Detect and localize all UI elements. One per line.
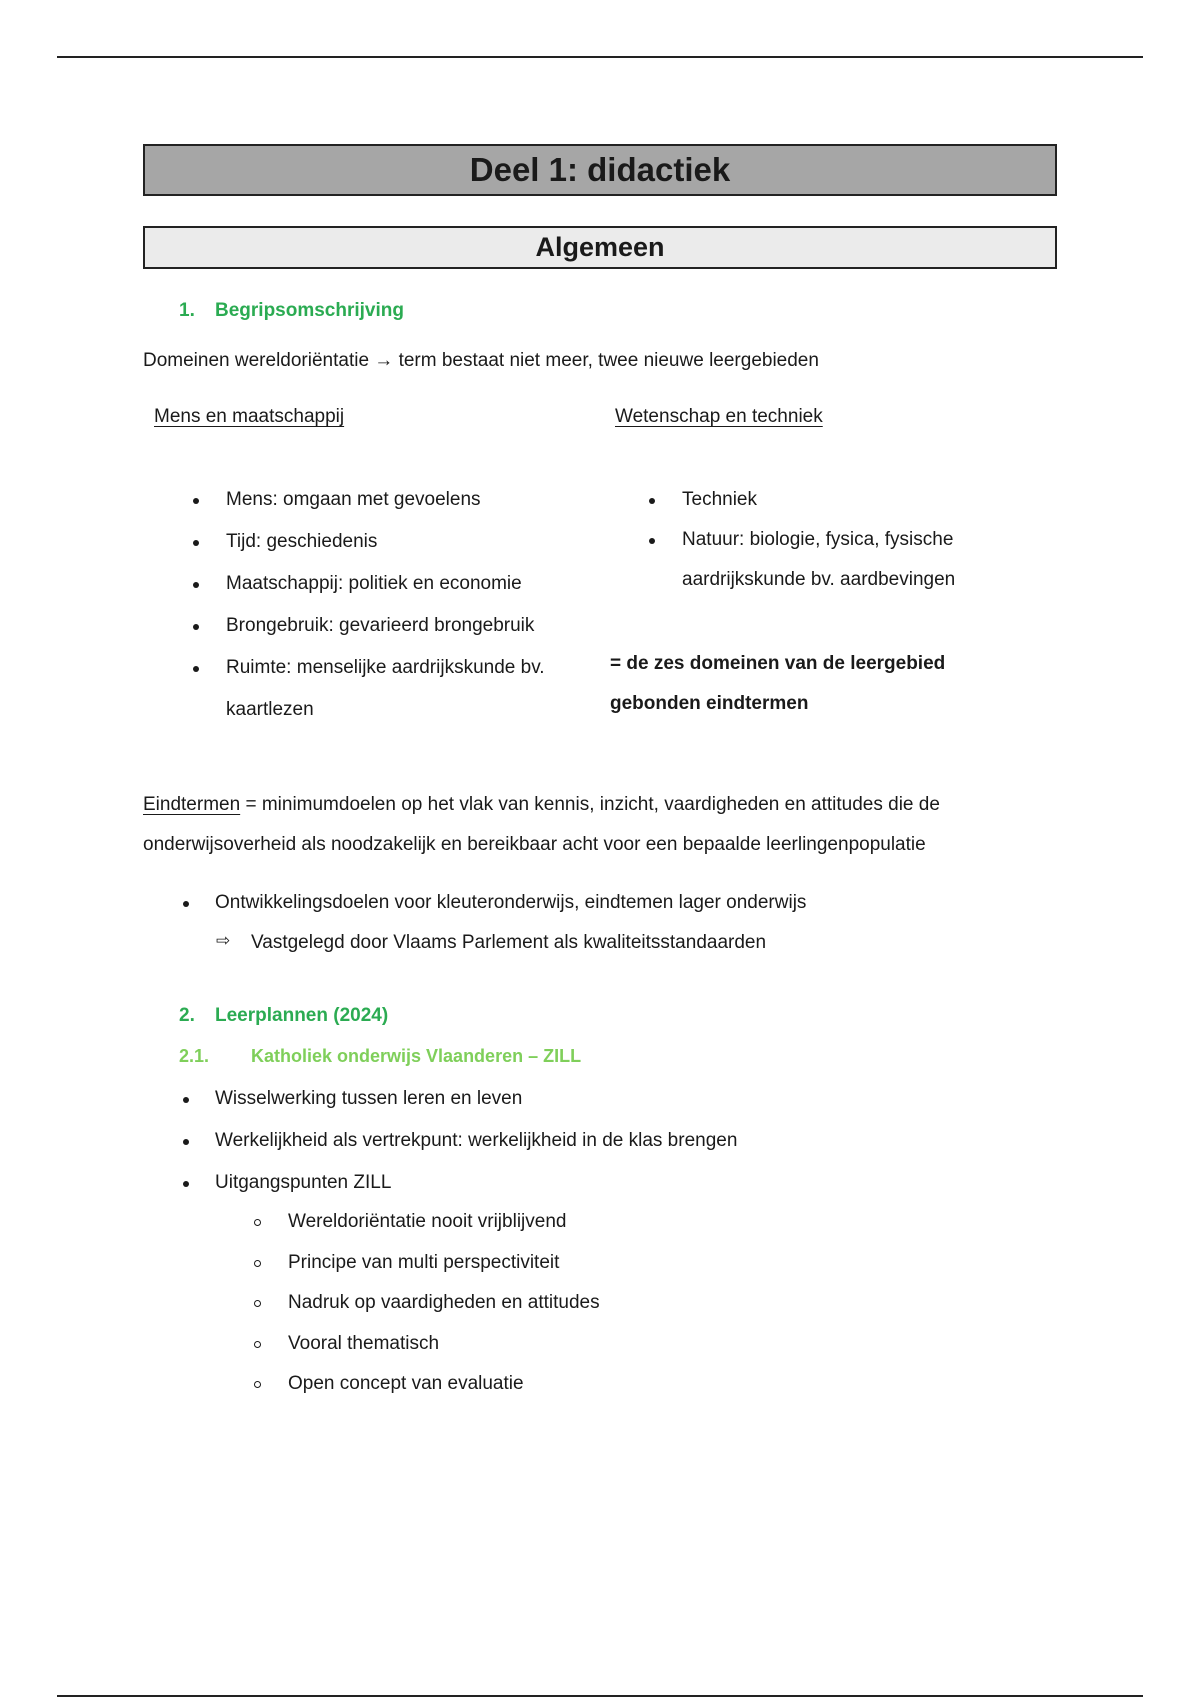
section-2-1-heading: Katholiek onderwijs Vlaanderen – ZILL (251, 1046, 582, 1066)
bottom-rule (57, 1695, 1143, 1697)
section-2-number: 2. (179, 1005, 195, 1026)
right-domain-list (682, 489, 955, 609)
eindtermen-definition-rest: = minimumdoelen op het vlak van kennis, inzicht, vaardigheden en attitudes die de (240, 794, 940, 815)
section-1-number: 1. (179, 300, 195, 321)
list-item: Nadruk op vaardigheden en attitudes (288, 1292, 600, 1333)
section-1-heading: Begripsomschrijving (215, 300, 404, 321)
zill-bullet-list (215, 1088, 737, 1214)
eindtermen-definition-line2: onderwijsoverheid als noodzakelijk en bereikbaar acht voor een bepaalde leerlingenpopulatie (143, 834, 926, 855)
domains-note-line2: gebonden eindtermen (610, 693, 809, 714)
section-2-heading: Leerplannen (2024) (215, 1005, 389, 1026)
section-banner: Algemeen (143, 226, 1057, 269)
list-item: Maatschappij: politiek en economie (226, 573, 545, 615)
list-item: kaartlezen (226, 699, 314, 720)
left-domain-list (226, 489, 545, 741)
page-title: Deel 1: didactiek (143, 144, 1057, 196)
top-rule (57, 56, 1143, 58)
list-item: Tijd: geschiedenis (226, 531, 545, 573)
list-item: Brongebruik: gevarieerd brongebruik (226, 615, 545, 657)
section-2-1-number: 2.1. (179, 1046, 210, 1066)
list-item: Uitgangspunten ZILL (215, 1172, 737, 1214)
list-item: Open concept van evaluatie (288, 1373, 600, 1414)
list-item: Techniek (682, 489, 955, 529)
bullet-dot (183, 901, 189, 907)
column-heading-wetenschap: Wetenschap en techniek (615, 406, 823, 427)
eindtermen-sub-bullet: Vastgelegd door Vlaams Parlement als kwaliteitsstandaarden (251, 932, 767, 953)
list-item: aardrijkskunde bv. aardbevingen (682, 569, 956, 590)
list-item: Natuur: biologie, fysica, fysische (682, 529, 955, 569)
list-item: Principe van multi perspectiviteit (288, 1252, 600, 1293)
arrow-icon: ⇨ (216, 931, 231, 950)
list-item: Werkelijkheid als vertrekpunt: werkelijkheid in de klas brengen (215, 1130, 737, 1172)
list-item: Wisselwerking tussen leren en leven (215, 1088, 737, 1130)
list-item: Wereldoriëntatie nooit vrijblijvend (288, 1211, 600, 1252)
eindtermen-term: Eindtermen (143, 794, 241, 815)
column-heading-mens: Mens en maatschappij (154, 406, 345, 427)
list-item: Vooral thematisch (288, 1333, 600, 1374)
list-item: Mens: omgaan met gevoelens (226, 489, 545, 531)
intro-text: Domeinen wereldoriëntatie → term bestaat niet meer, twee nieuwe leergebieden (143, 350, 819, 371)
eindtermen-definition-line1 (143, 794, 940, 816)
eindtermen-bullet-text: Ontwikkelingsdoelen voor kleuteronderwijs, eindtemen lager onderwijs (215, 892, 807, 913)
domains-note-line1: = de zes domeinen van de leergebied (610, 653, 946, 674)
list-item: Ruimte: menselijke aardrijkskunde bv. (226, 657, 545, 699)
zill-sub-bullet-list (288, 1211, 600, 1414)
